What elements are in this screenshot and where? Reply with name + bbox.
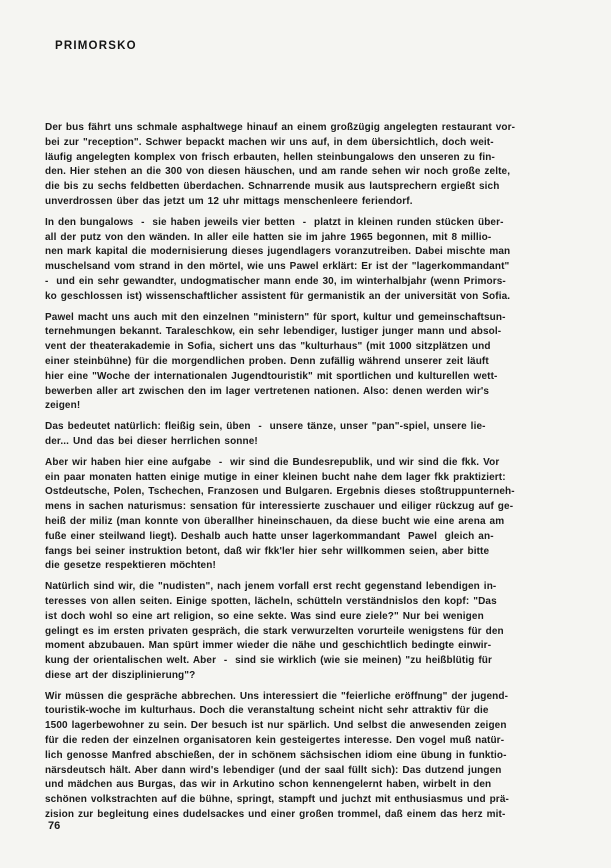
text-line: Aber wir haben hier eine aufgabe - wir sind die Bundesrepublik, und wir sind die fkk. Vor: [45, 456, 500, 468]
text-line: und mädchen aus Burgas, das wir in Arkutino schon kennengelernt haben, wirbelt in den: [45, 779, 492, 791]
text-line: nen mark kapital die modernisierung dieses jugendlagers voranzutreiben. Dabei mischte man: [45, 246, 511, 258]
text-line: hier eine "Woche der internationalen Jugendtouristik" mit sportlichen und kulturellen wett-: [45, 370, 498, 382]
text-line: die gesetze respektieren möchten!: [45, 560, 216, 572]
text-line: fuße einer steilwand liegt). Deshalb auch hatte unser lagerkommandant Pawel gleich an-: [45, 530, 494, 542]
text-line: ist doch wohl so eine art religion, so eine sekte. Was sind eure ziele?" Nur bei wenigen: [45, 610, 484, 622]
text-line: gelingt es im ersten privaten gespräch, die stark verwurzelten vorurteile wenigstens für den: [45, 625, 504, 637]
text-line: touristik-woche im kulturhaus. Doch die veranstaltung scheint nicht sehr attraktiv für die: [45, 705, 489, 717]
text-line: fangs bei seiner instruktion betont, daß wir fkk'ler hier sehr willkommen seien, aber bitte: [45, 545, 490, 557]
text-line: vent der theaterakademie in Sofia, sichert uns das "kulturhaus" (mit 1000 sitzplätzen und: [45, 341, 491, 353]
text-line: diese art der disziplinierung"?: [45, 669, 196, 681]
text-line: moment abzubauen. Man spürt immer wieder die nähe und geschichtlich bedingte einwir-: [45, 640, 492, 652]
paragraph: [45, 690, 569, 823]
text-line: mens in sachen naturismus: sensation für interessierte zuschauer und eiliger rückzug auf ge-: [45, 501, 514, 513]
text-line: Das bedeutet natürlich: fleißig sein, üben - unsere tänze, unser "pan"-spiel, unsere lie-: [45, 421, 486, 433]
text-line: läufig angelegten komplex von frisch erbauten, hellen steinbungalows den unseren zu fin-: [45, 151, 495, 163]
text-line: närsdeutsch hält. Aber dann wird's lebendiger (und der saal füllt sich): Das dutzend jungen: [45, 764, 502, 776]
text-line: unverdrossen über das jetzt um 12 uhr mittags menschenleere feriendorf.: [45, 195, 413, 207]
paragraph: [45, 456, 569, 574]
text-line: ternehmungen bekannt. Taraleschkow, ein sehr lebendiger, lustiger junger mann und absol-: [45, 326, 502, 338]
text-line: Der bus fährt uns schmale asphaltwege hinauf an einem großzügig angelegten restaurant vor-: [45, 122, 516, 133]
text-line: ko geschlossen ist) wissenschaftlicher assistent für germanistik an der universität von Sofia.: [45, 290, 511, 302]
article-body: [45, 121, 569, 829]
text-line: kung der orientalischen welt. Aber - sind sie wirklich (wie sie meinen) "zu heißblütig für: [45, 655, 493, 667]
text-line: einer steinbühne) für die morgendlichen proben. Denn zufällig während unserer zeit läuft: [45, 355, 489, 367]
text-line: 1500 lagerbewohner zu sein. Der besuch ist nur spärlich. Und selbst die anwesenden zeigen: [45, 720, 507, 732]
text-line: heiß der miliz (man konnte von überallher hineinschauen, da diese bucht wie eine arena am: [45, 515, 505, 527]
paragraph: [45, 580, 569, 684]
text-line: Natürlich sind wir, die "nudisten", nach jenem vorfall erst recht gegenstand lebendigen in-: [45, 581, 497, 593]
text-line: für die reden der einzelnen organisatoren kein gesteigertes interesse. Den vogel muß natür-: [45, 735, 505, 747]
text-line: lich genosse Manfred abschießen, der in schönem sächsischen idiom eine übung in funktio-: [45, 749, 507, 761]
page-header: PRIMORSKO: [55, 40, 137, 52]
paragraph: [45, 420, 569, 450]
text-line: teresses von allen seiten. Einige spotten, lächeln, schütteln verständnislos den kopf: "Das: [45, 595, 497, 607]
text-line: zision zur begleitung eines dudelsackes und einer großen trommel, daß einem das herz mit-: [45, 809, 506, 821]
text-line: ein paar monaten hatten einige mutige in einer kleinen bucht nahe dem lager fkk praktiziert:: [45, 471, 506, 483]
text-line: bei zur "reception". Schwer bepackt machen wir uns auf, in dem übersichtlich, doch weit-: [45, 136, 494, 148]
paragraph: [45, 216, 569, 305]
page-number: 76: [48, 820, 61, 832]
text-line: zeigen!: [45, 400, 81, 412]
paragraph: [45, 121, 569, 210]
text-line: bewerben aller art zwischen den im lager vertretenen nationen. Also: denen werden wir's: [45, 385, 490, 397]
text-line: schönen volkstrachten auf die bühne, springt, stampft und juchzt mit enthusiasmus und prä-: [45, 794, 509, 806]
text-line: - und ein sehr gewandter, undogmatischer mann ende 30, im winterhalbjahr (wenn Primors-: [45, 275, 506, 287]
text-line: Ostdeutsche, Polen, Tschechen, Franzosen und Bulgaren. Ergebnis dieses stoßtruppunterneh-: [45, 486, 515, 498]
text-line: all der putz von den wänden. In aller eile hatten sie im jahre 1965 begonnen, mit 8 millio-: [45, 231, 492, 243]
text-line: der... Und das bei dieser herrlichen sonne!: [45, 435, 258, 447]
paragraph: [45, 311, 569, 415]
text-line: den. Hier stehen an die 300 von diesen häuschen, und am rande sehen wir noch große zelte,: [45, 166, 511, 178]
text-line: Pawel macht uns auch mit den einzelnen "ministern" für sport, kultur und gemeinschaftsun-: [45, 311, 506, 323]
text-line: die bis zu sechs feldbetten überdachen. Schnarrende musik aus lautsprechern ergießt sich: [45, 181, 500, 193]
text-line: In den bungalows - sie haben jeweils vier betten - platzt in kleinen runden stücken über-: [45, 216, 504, 228]
text-line: muschelsand vom strand in den mörtel, wie uns Pawel erklärt: Er ist der "lagerkommandant": [45, 261, 510, 273]
text-line: Wir müssen die gespräche abbrechen. Uns interessiert die "feierliche eröffnung" der jugend-: [45, 690, 509, 702]
